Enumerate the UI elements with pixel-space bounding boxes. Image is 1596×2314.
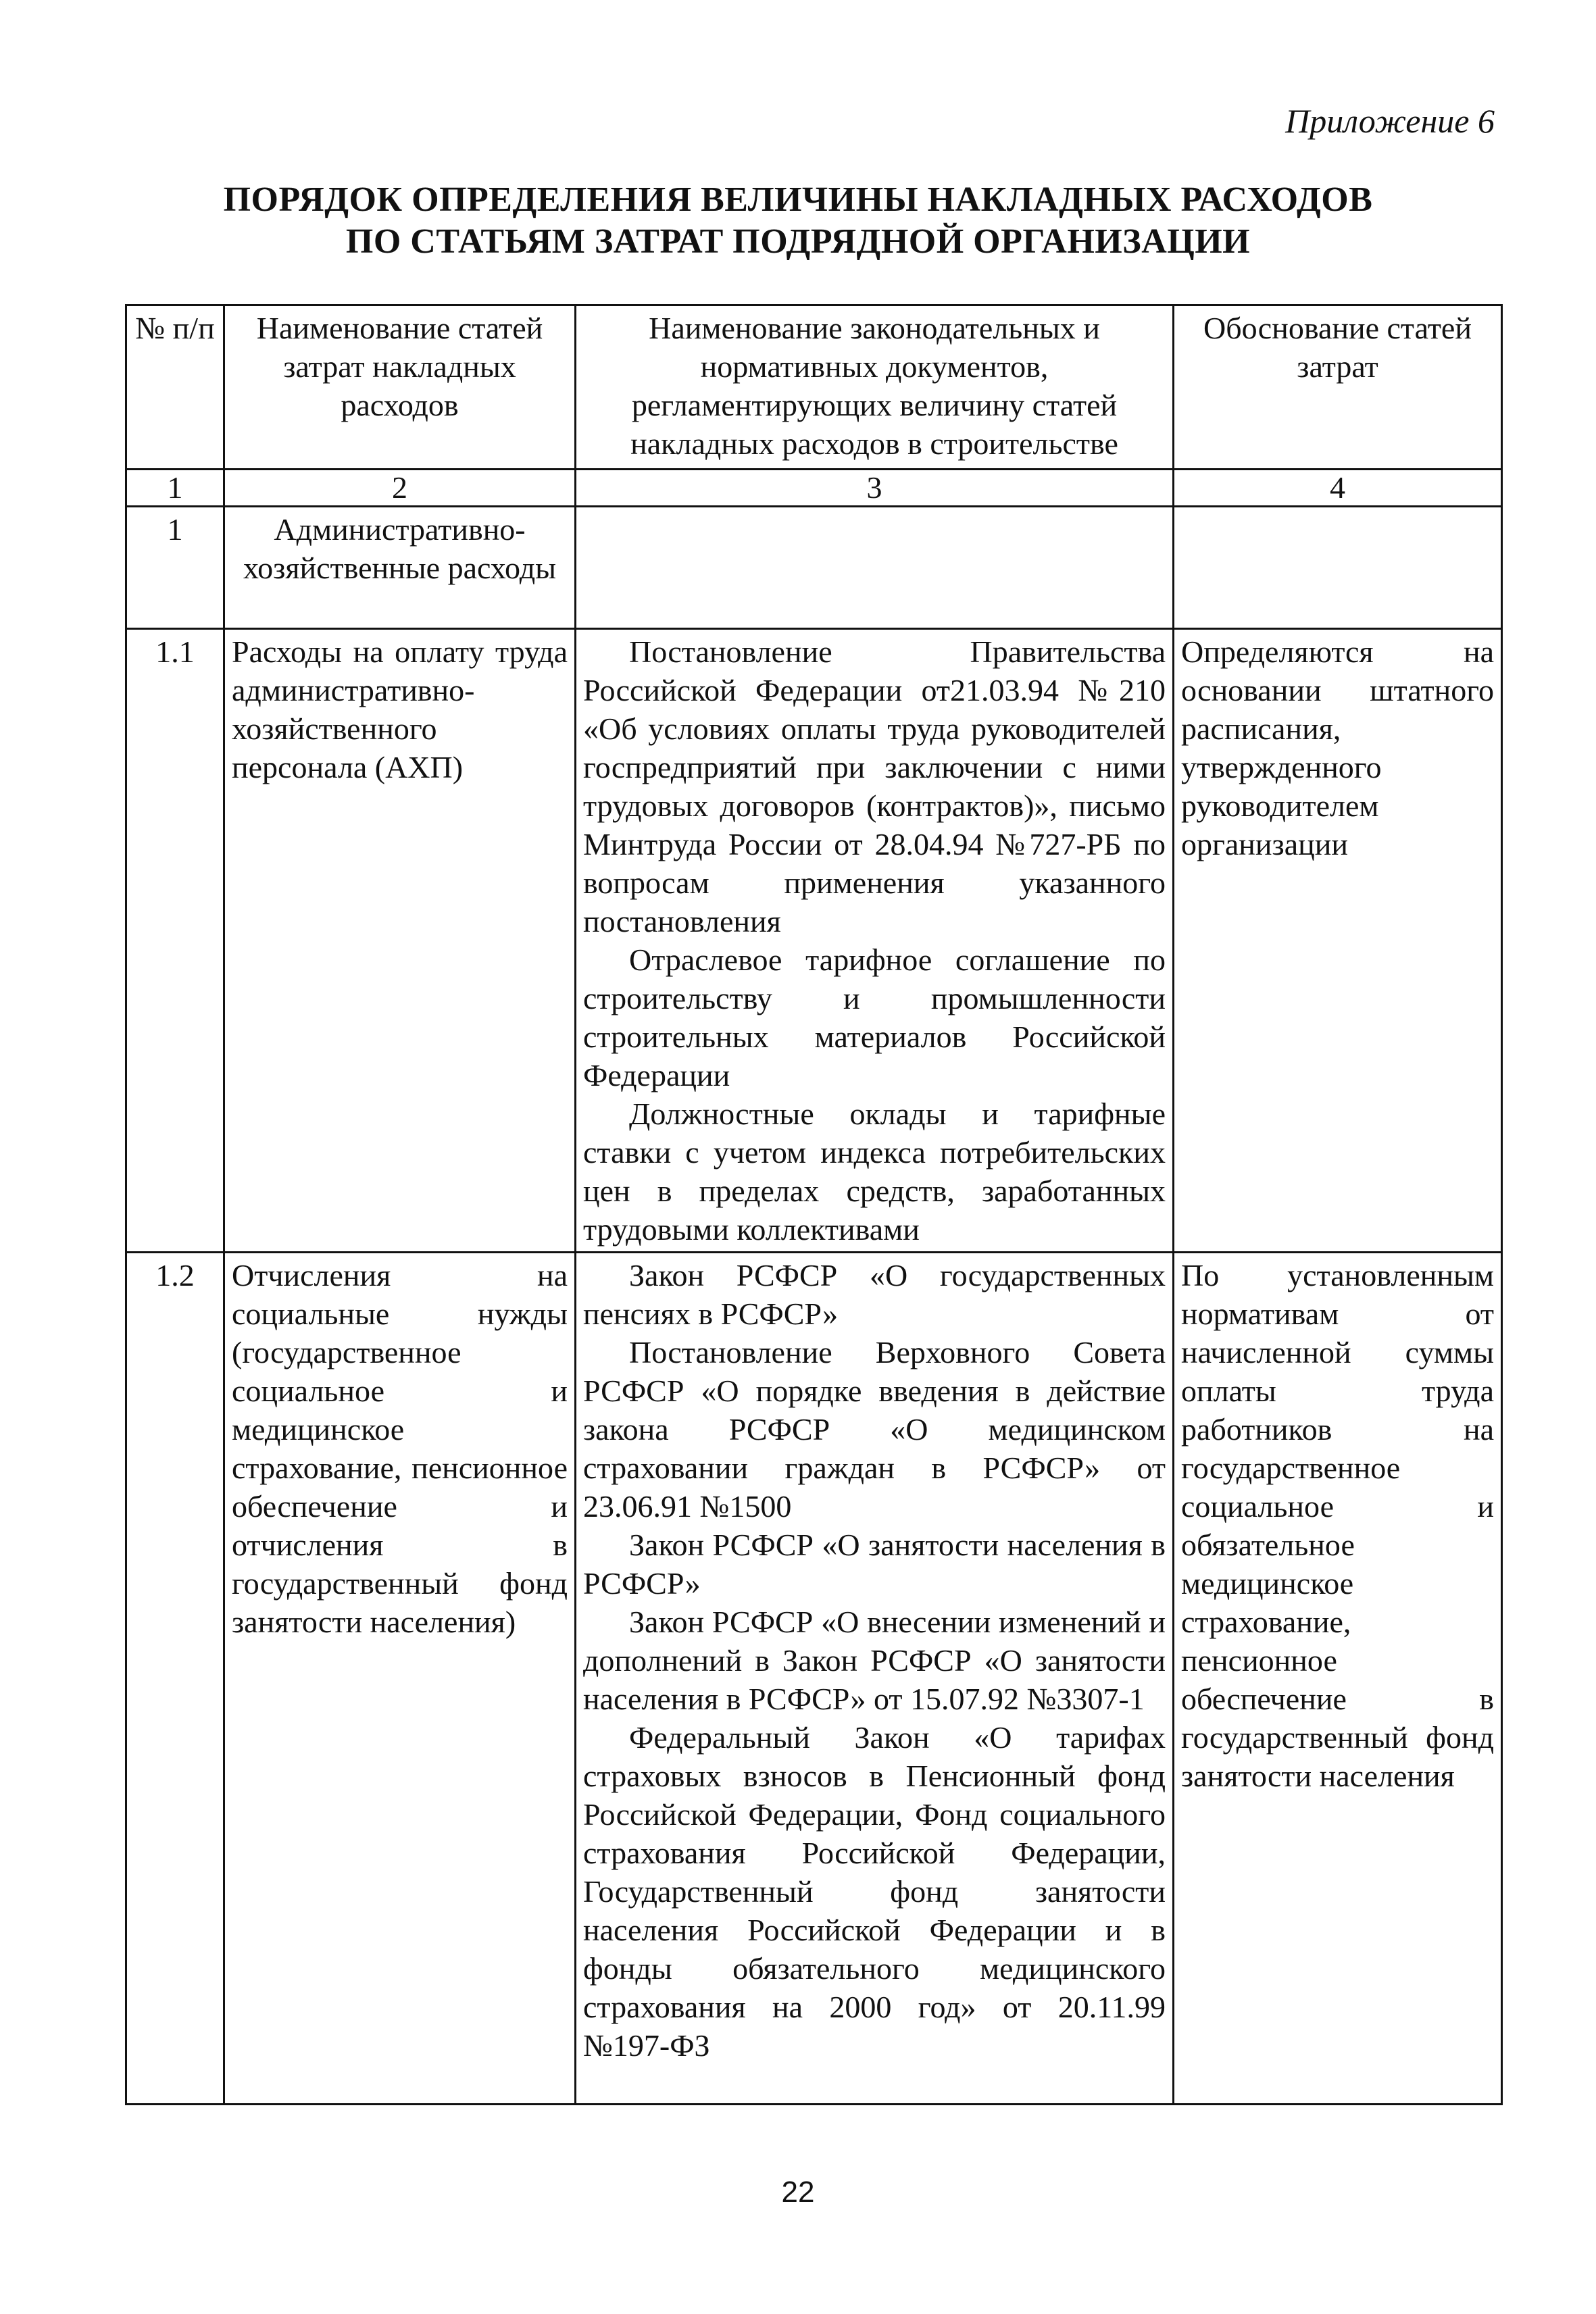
section-number: 1 <box>126 507 224 629</box>
document-paragraph: Закон РСФСР «О внесении изменений и дополнений в Закон РСФСР «О занятости населения в РСФСР» от 15.07.92 №3307-1 <box>583 1605 1166 1716</box>
header-number: № п/п <box>126 305 224 470</box>
column-number: 3 <box>576 470 1174 507</box>
section-row <box>126 507 1502 629</box>
column-number: 4 <box>1174 470 1502 507</box>
document-paragraph: Закон РСФСР «О занятости населения в РСФСР» <box>583 1528 1166 1601</box>
document-title <box>0 179 1596 263</box>
section-title: Административно-хозяйственные расходы <box>224 507 576 629</box>
document-paragraph: Постановление Верховного Совета РСФСР «О порядке введения в действие закона РСФСР «О медицинском страховании граждан в РСФСР» от 23.06.91 №1500 <box>583 1335 1166 1524</box>
column-numbers-row <box>126 470 1502 507</box>
column-number: 1 <box>126 470 224 507</box>
title-line-1: ПОРЯДОК ОПРЕДЕЛЕНИЯ ВЕЛИЧИНЫ НАКЛАДНЫХ РАСХОДОВ <box>223 180 1373 219</box>
regulatory-documents-cell <box>576 1253 1174 2105</box>
cost-item-name: Расходы на оплату труда административно-хозяйственного персонала (АХП) <box>224 629 576 1253</box>
overhead-costs-table <box>125 304 1503 2105</box>
document-paragraph: Отраслевое тарифное соглашение по строительству и промышленности строительных материалов Российской Федерации <box>583 942 1166 1092</box>
table-header-row <box>126 305 1502 470</box>
empty-cell <box>1174 507 1502 629</box>
header-basis: Обоснование статей затрат <box>1174 305 1502 470</box>
document-paragraph: Федеральный Закон «О тарифах страховых взносов в Пенсионный фонд Российской Федерации, Фонд социального страхования Российской Федерации, Государственный фонд занятости населения Российской Федерации и в фонды обязательного медицинского страхования на 2000 год» от 20.11.99 №197-ФЗ <box>583 1720 1166 2063</box>
title-line-2: ПО СТАТЬЯМ ЗАТРАТ ПОДРЯДНОЙ ОРГАНИЗАЦИИ <box>345 222 1251 261</box>
document-paragraph: Постановление Правительства Российской Федерации от21.03.94 №210 «Об условиях оплаты труда руководителей госпредприятий при заключении с ними трудовых договоров (контрактов)», письмо Минтруда России от 28.04.94 №727-РБ по вопросам применения указанного постановления <box>583 634 1166 938</box>
regulatory-documents-cell <box>576 629 1174 1253</box>
cost-item-name: Отчисления на социальные нужды (государственное социальное и медицинское страхование, пенсионное обеспечение и отчисления в государственный фонд занятости населения) <box>224 1253 576 2105</box>
basis-text: По установленным нормативам от начисленной суммы оплаты труда работников на государственное социальное и обязательное медицинское страхование, пенсионное обеспечение в государственный фонд занятости населения <box>1174 1253 1502 2105</box>
header-regulatory-documents: Наименование законодательных и нормативных документов, регламентирующих величину статей накладных расходов в строительстве <box>576 305 1174 470</box>
header-cost-item-name: Наименование статей затрат накладных расходов <box>224 305 576 470</box>
document-paragraph: Закон РСФСР «О государственных пенсиях в РСФСР» <box>583 1258 1166 1331</box>
empty-cell <box>576 507 1174 629</box>
page-number: 22 <box>781 2175 815 2209</box>
row-number: 1.1 <box>126 629 224 1253</box>
column-number: 2 <box>224 470 576 507</box>
table-row <box>126 1253 1502 2105</box>
document-paragraph: Должностные оклады и тарифные ставки с учетом индекса потребительских цен в пределах средств, заработанных трудовыми коллективами <box>583 1097 1166 1247</box>
table-row <box>126 629 1502 1253</box>
basis-text: Определяются на основании штатного расписания, утвержденного руководителем организации <box>1174 629 1502 1253</box>
row-number: 1.2 <box>126 1253 224 2105</box>
appendix-label: Приложение 6 <box>1285 102 1495 140</box>
